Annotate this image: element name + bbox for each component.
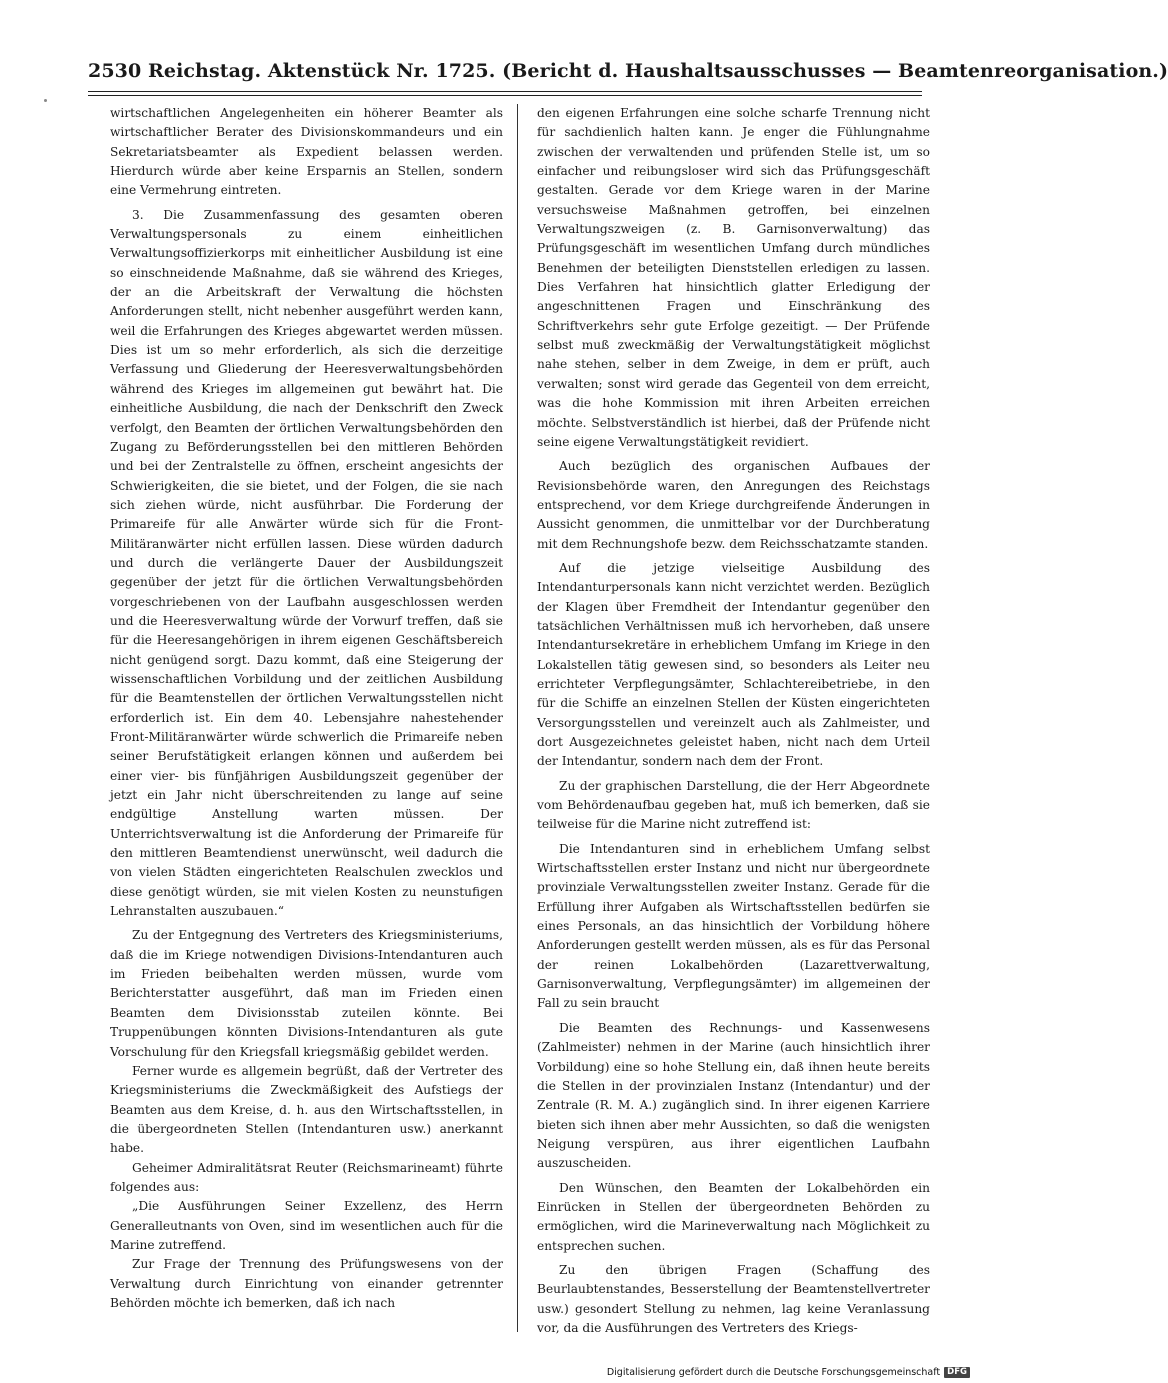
paragraph: Zu der Entgegnung des Vertreters des Kriegsministeriums, daß die im Kriege notwendigen Divisions-Intendanturen auch im Frieden beibehalten werden müssen, wurde vom Berichterstatter ausgeführt, daß man im Frieden einen Beamten dem Divisionsstab zuteilen könnte. Bei Truppenübungen könnten Divisions-Intendanturen als gute Vorschulung für den Kriegsfall kriegsmäßig gebildet werden.: [110, 928, 503, 1059]
paragraph: wirtschaftlichen Angelegenheiten ein höherer Beamter als wirtschaftlicher Berater des Divisionskommandeurs und ein Sekretariatsbeamter als Expedient belassen werden. Hierdurch würde aber keine Ersparnis an Stellen, sondern eine Vermehrung eintreten.: [110, 106, 503, 198]
paragraph: Ferner wurde es allgemein begrüßt, daß der Vertreter des Kriegsministeriums die Zweckmäßigkeit des Aufstiegs der Beamten aus dem Kreise, d. h. aus den Wirtschaftsstellen, in die übergeordneten Stellen (Intendanturen usw.) anerkannt habe.: [110, 1063, 503, 1156]
paragraph: 3. Die Zusammenfassung des gesamten oberen Verwaltungspersonals zu einem einheitlichen Verwaltungsoffizierkorps mit einheitlicher Ausbildung ist eine so einschneidende Maßnahme, daß sie während des Krieges, der an die Arbeitskraft der Verwaltung die höchsten Anforderungen stellt, nicht nebenher ausgeführt werden kann, weil die Erfahrungen des Krieges abgewartet werden müssen. Dies ist um so mehr erforderlich, als sich die derzeitige Verfassung und Gliederung der Heeresverwaltungsbehörden während des Krieges im allgemeinen gut bewährt hat. Die einheitliche Ausbildung, die nach der Denkschrift den Zweck verfolgt, den Beamten der örtlichen Verwaltungsbehörden den Zugang zu Beförderungsstellen bei den mittleren Behörden und bei der Zentralstelle zu öffnen, erscheint angesichts der Schwierigkeiten, die sie bietet, und der Folgen, die sie nach sich ziehen würde, nicht ausführbar. Die Forderung der Primareife für alle Anwärter würde sich für die Front-Militäranwärter nicht erfüllen lassen. Diese würden dadurch und durch die verlängerte Dauer der Ausbildungszeit gegenüber der jetzt für die örtlichen Verwaltungsbehörden vorgeschriebenen von der Laufbahn ausgeschlossen werden und die Heeresverwaltung würde der Vorwurf treffen, daß sie für die Heeresangehörigen in ihrem eigenen Geschäftsbereich nicht genügend sorgt. Dazu kommt, daß eine Steigerung der wissenschaftlichen Vorbildung und der zeitlichen Ausbildung für die Beamtenstellen der örtlichen Verwaltungsstellen nicht erforderlich ist. Ein dem 40. Lebensjahre nahestehender Front-Militäranwärter würde schwerlich die Primareife neben seiner Berufstätigkeit erlangen können und außerdem bei einer vier- bis fünfjährigen Ausbildungszeit gegenüber der jetzt ein Jahr nicht überschreitenden zu lange auf seine endgültige Anstellung warten müssen. Der Unterrichtsverwaltung ist die Anforderung der Primareife für den mittleren Beamtendienst unerwünscht, weil dadurch die von vielen Städten eingerichteten Realschulen zwecklos und diese genötigt würden, sie mit vielen Kosten zu neunstufigen Lehranstalten auszubauen.“: [110, 207, 503, 919]
right-column: [537, 104, 930, 1338]
column-divider: [517, 104, 518, 1332]
paragraph: Die Intendanturen sind in erheblichem Umfang selbst Wirtschaftsstellen erster Instanz und nicht nur übergeordnete provinziale Verwaltungsstellen zweiter Instanz. Gerade für die Erfüllung ihrer Aufgaben als Wirtschaftsstellen bedürfen sie eines Personals, an das hinsichtlich der Vorbildung höhere Anforderungen gestellt werden müssen, als es für das Personal der reinen Lokalbehörden (Lazarettverwaltung, Garnisonverwaltung, Verpflegungsämter) im allgemeinen der Fall zu sein braucht: [537, 841, 930, 1011]
paragraph: Auch bezüglich des organischen Aufbaues der Revisionsbehörde waren, den Anregungen des Reichstags entsprechend, vor dem Kriege durchgreifende Änderungen in Aussicht genommen, die unmittelbar vor der Durchberatung mit dem Rechnungshofe bezw. dem Reichsschatzamte standen.: [537, 459, 930, 551]
paragraph: Die Beamten des Rechnungs- und Kassenwesens (Zahlmeister) nehmen in der Marine (auch hinsichtlich ihrer Vorbildung) eine so hohe Stellung ein, daß ihnen heute bereits die Stellen in der provinzialen Instanz (Intendantur) und der Zentrale (R. M. A.) zugänglich sind. In ihrer eigenen Karriere bieten sich ihnen aber mehr Aussichten, so daß die wenigsten Neigung verspüren, aus ihrer eigentlichen Laufbahn auszuscheiden.: [537, 1020, 930, 1171]
paragraph: Geheimer Admiralitätsrat Reuter (Reichsmarineamt) führte folgendes aus:: [110, 1160, 503, 1194]
scan-mark: [44, 99, 47, 102]
left-column: [110, 104, 503, 1313]
credit-text: Digitalisierung gefördert durch die Deutsche Forschungsgemeinschaft: [606, 1367, 941, 1378]
header-rule: [88, 91, 922, 92]
paragraph: Zur Frage der Trennung des Prüfungswesens von der Verwaltung durch Einrichtung von einander getrennter Behörden möchte ich bemerken, daß ich nach: [110, 1257, 503, 1310]
paragraph: Den Wünschen, den Beamten der Lokalbehörden ein Einrücken in Stellen der übergeordneten Behörden zu ermöglichen, wird die Marineverwaltung nach Möglichkeit zu entsprechen suchen.: [537, 1180, 930, 1253]
page-header: 2530 Reichstag. Aktenstück Nr. 1725. (Bericht d. Haushaltsausschusses — Beamtenreorganisation.): [88, 60, 1168, 82]
dfg-logo: DFG: [944, 1367, 970, 1378]
digitization-credit: [607, 1367, 970, 1378]
header-rule-thin: [88, 95, 922, 96]
paragraph: den eigenen Erfahrungen eine solche scharfe Trennung nicht für sachdienlich halten kann. Je enger die Fühlungnahme zwischen der verwaltenden und prüfenden Stelle ist, um so einfacher und reibungsloser wird sich das Prüfungsgeschäft gestalten. Gerade vor dem Kriege waren in der Marine versuchsweise Maßnahmen getroffen, bei einzelnen Verwaltungszweigen (z. B. Garnisonverwaltung) das Prüfungsgeschäft im wesentlichen Umfang durch mündliches Benehmen der beteiligten Dienststellen erledigen zu lassen. Dies Verfahren hat hinsichtlich glatter Erledigung der angeschnittenen Fragen und Einschränkung des Schriftverkehrs sehr gute Erfolge gezeitigt. — Der Prüfende selbst muß zweckmäßig der Verwaltungstätigkeit möglichst nahe stehen, selber in dem Zweige, in dem er prüft, auch verwalten; sonst wird gerade das Gegenteil von dem erreicht, was die hohe Kommission mit ihren Arbeiten erreichen möchte. Selbstverständlich ist hierbei, daß der Prüfende nicht seine eigene Verwaltungstätigkeit revidiert.: [537, 106, 930, 449]
paragraph: Zu den übrigen Fragen (Schaffung des Beurlaubtenstandes, Besserstellung der Beamtenstellvertreter usw.) gesondert Stellung zu nehmen, lag keine Veranlassung vor, da die Ausführungen des Vertreters des Kriegs-: [537, 1262, 930, 1335]
paragraph: „Die Ausführungen Seiner Exzellenz, des Herrn Generalleutnants von Oven, sind im wesentlichen auch für die Marine zutreffend.: [110, 1199, 503, 1252]
paragraph: Auf die jetzige vielseitige Ausbildung des Intendanturpersonals kann nicht verzichtet werden. Bezüglich der Klagen über Fremdheit der Intendantur gegenüber den tatsächlichen Verhältnissen muß ich hervorheben, daß unsere Intendantursekretäre in erheblichem Umfang im Kriege in den Lokalstellen tätig gewesen sind, so besonders als Leiter neu errichteter Verpflegungsämter, Schlachtereibetriebe, in den für die Schiffe an einzelnen Stellen der Küsten eingerichteten Versorgungsstellen und vereinzelt auch als Zahlmeister, und dort Ausgezeichnetes geleistet haben, nicht nach dem Urteil der Intendantur, sondern nach dem der Front.: [537, 560, 930, 769]
paragraph: Zu der graphischen Darstellung, die der Herr Abgeordnete vom Behördenaufbau gegeben hat, muß ich bemerken, daß sie teilweise für die Marine nicht zutreffend ist:: [537, 778, 930, 832]
